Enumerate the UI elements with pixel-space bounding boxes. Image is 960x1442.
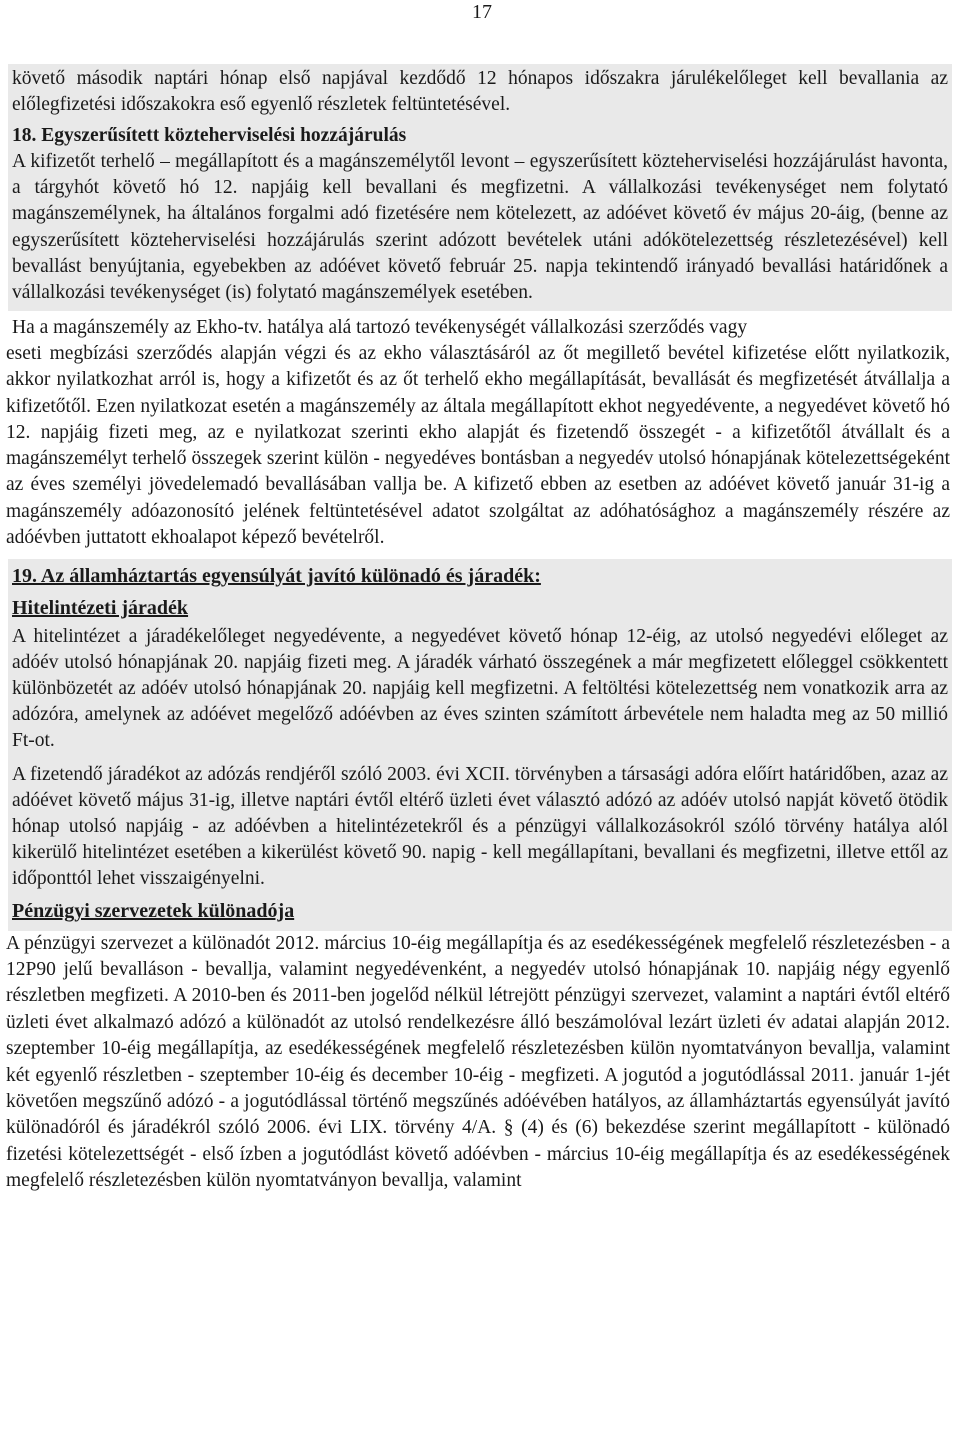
page-content	[0, 64, 960, 1195]
section-19-block	[8, 559, 952, 930]
hitelintezeti-subheading-text: Hitelintézeti járadék	[12, 597, 189, 620]
section-18-paragraph: A kifizetőt terhelő – megállapított és a magánszemélytől levont – egyszerűsített közteherviselési hozzájárulást havonta, a tárgyhót követő hó 12. napjáig kell bevallani és megfizetni. A vállalkozási tevékenységet nem folytató magánszemélynek, ha általános forgalmi adó fizetésére nem kötelezett, az adóévet követő év május 20-áig, (benne az egyszerűsített közteherviselési hozzájárulás szerint adózott bevételek utáni adókötelezettség részletezésével) kell bevallást benyújtania, egyebekben az adóévet követő február 25. napja tekintendő irányadó bevallási határidőnek a vállalkozási tevékenységet (is) folytató magánszemélyek esetében.	[12, 150, 948, 304]
intro-paragraph: követő második naptári hónap első napjával kezdődő 12 hónapos időszakra járulékelőleget kell bevallania az előlegfizetési időszakokra eső egyenlő részletek feltüntetésével.	[12, 68, 948, 116]
hitelintezeti-paragraph-2: A fizetendő járadékot az adózás rendjéről szóló 2003. évi XCII. törvényben a társasági adóra előírt határidőben, azaz az adóévet követő május 31-ig, illetve naptári évtől eltérő üzleti évet választó adózó az adóév utolsó napját követő ötödik hónap utolsó napjáig - az adóévben a hitelintézetekről és a pénzügyi vállalkozásokról szóló törvény hatálya alól kikerülő hitelintézet esetében a kikerülést követő 90. napig - kell megállapítani, bevallani és megfizetni, illetve ettől az időponttól lehet visszaigényelni.	[12, 764, 948, 890]
section-18-block	[8, 64, 952, 311]
section-19-heading	[12, 563, 948, 589]
penzugyi-subheading	[12, 898, 948, 924]
page-number: 17	[472, 1, 492, 23]
section-18-heading: 18. Egyszerűsített közteherviselési hozzájárulás	[12, 124, 407, 146]
penzugyi-block	[6, 931, 950, 1195]
hitelintezeti-subheading	[12, 595, 948, 621]
ekho-block	[6, 315, 950, 552]
penzugyi-paragraph: A pénzügyi szervezet a különadót 2012. március 10-éig megállapítja és az esedékességének megfelelő részletezésben - a 12P90 jelű bevalláson - bevallja, valamint negyedévenként, a negyedév utolsó hónapjának 10. napjáig négy egyenlő részletben megfizeti. A 2010-ben és 2011-ben jogelőd nélkül létrejött pénzügyi szervezet, valamint a naptári évtől eltérő üzleti évet alkalmazó adózó a különadót az utolsó rendelkezésre álló beszámolóval lezárt üzleti év adatai alapján 2012. szeptember 10-éig megállapítja, az esedékességének megfelelő részletezésben külön nyomtatványon bevallja, valamint két egyenlő részletben - szeptember 10-éig és december 10-éig - megfizeti. A jogutód a jogutódlással 2011. január 1-jét követően megszűnő adózó - a jogutódlással történő megszűnés adóévében hatályos, az államháztartás egyensúlyát javító különadóról és járadékról szóló 2006. évi LIX. törvény 4/A. § (4) és (6) bekezdése szerint megállapított - különadó fizetési kötelezettségét - első ízben a jogutódlást követő adóévben - március 10-éig megállapítja és az esedékességének megfelelő részletezésben külön nyomtatványon bevallja, valamint	[6, 932, 950, 1192]
ekho-first-line: Ha a magánszemély az Ekho-tv. hatálya alá tartozó tevékenységét vállalkozási szerződés vagy	[12, 316, 748, 338]
hitelintezeti-paragraph-1: A hitelintézet a járadékelőleget negyedévente, a negyedévet követő hónap 12-éig, az utolsó negyedévi előleget az adóév utolsó hónapjának 20. napjáig fizeti meg. A járadék várható összegének a már megfizetett előleggel csökkentett különbözetét az adóév utolsó hónapjának 20. napjáig kell megfizetni. A feltöltési kötelezettség nem vonatkozik arra az adózóra, amelynek az adóévet megelőző adóévben az éves szinten számított árbevétele nem haladta meg az 50 millió Ft-ot.	[12, 625, 948, 751]
ekho-paragraph: eseti megbízási szerződés alapján végzi és az ekho választásáról az őt megillető bevétel kifizetése előtt nyilatkozik, akkor nyilatkozhat arról is, hogy a kifizetőt és az őt terhelő ekho megállapítását, bevallását és megfizetését átvállalja a kifizetőtől. Ezen nyilatkozat esetén a magánszemély az általa megállapított ekhot negyedévente, a negyedévet követő hó 12. napjáig fizeti meg, az e nyilatkozat szerinti ekho alapját és fizetendő összegét - a kifizetőtől átvállalt és a magánszemélyt terhelő összegek szerint külön - negyedéves bontásban a negyedév utolsó hónapjának kötelezettségeként az éves személyi jövedelemadó bevallásában vallja be. A kifizető ebben az esetben az adóévet követő január 31-ig a magánszemély adóazonosító jelének feltüntetésével adatot szolgáltat az adóhatósághoz a magánszemély részére az adóévben juttatott ekhoalapot képező bevételről.	[6, 342, 950, 549]
section-19-heading-text: 19. Az államháztartás egyensúlyát javító különadó és járadék:	[12, 565, 541, 588]
penzugyi-subheading-text: Pénzügyi szervezetek különadója	[12, 900, 295, 923]
